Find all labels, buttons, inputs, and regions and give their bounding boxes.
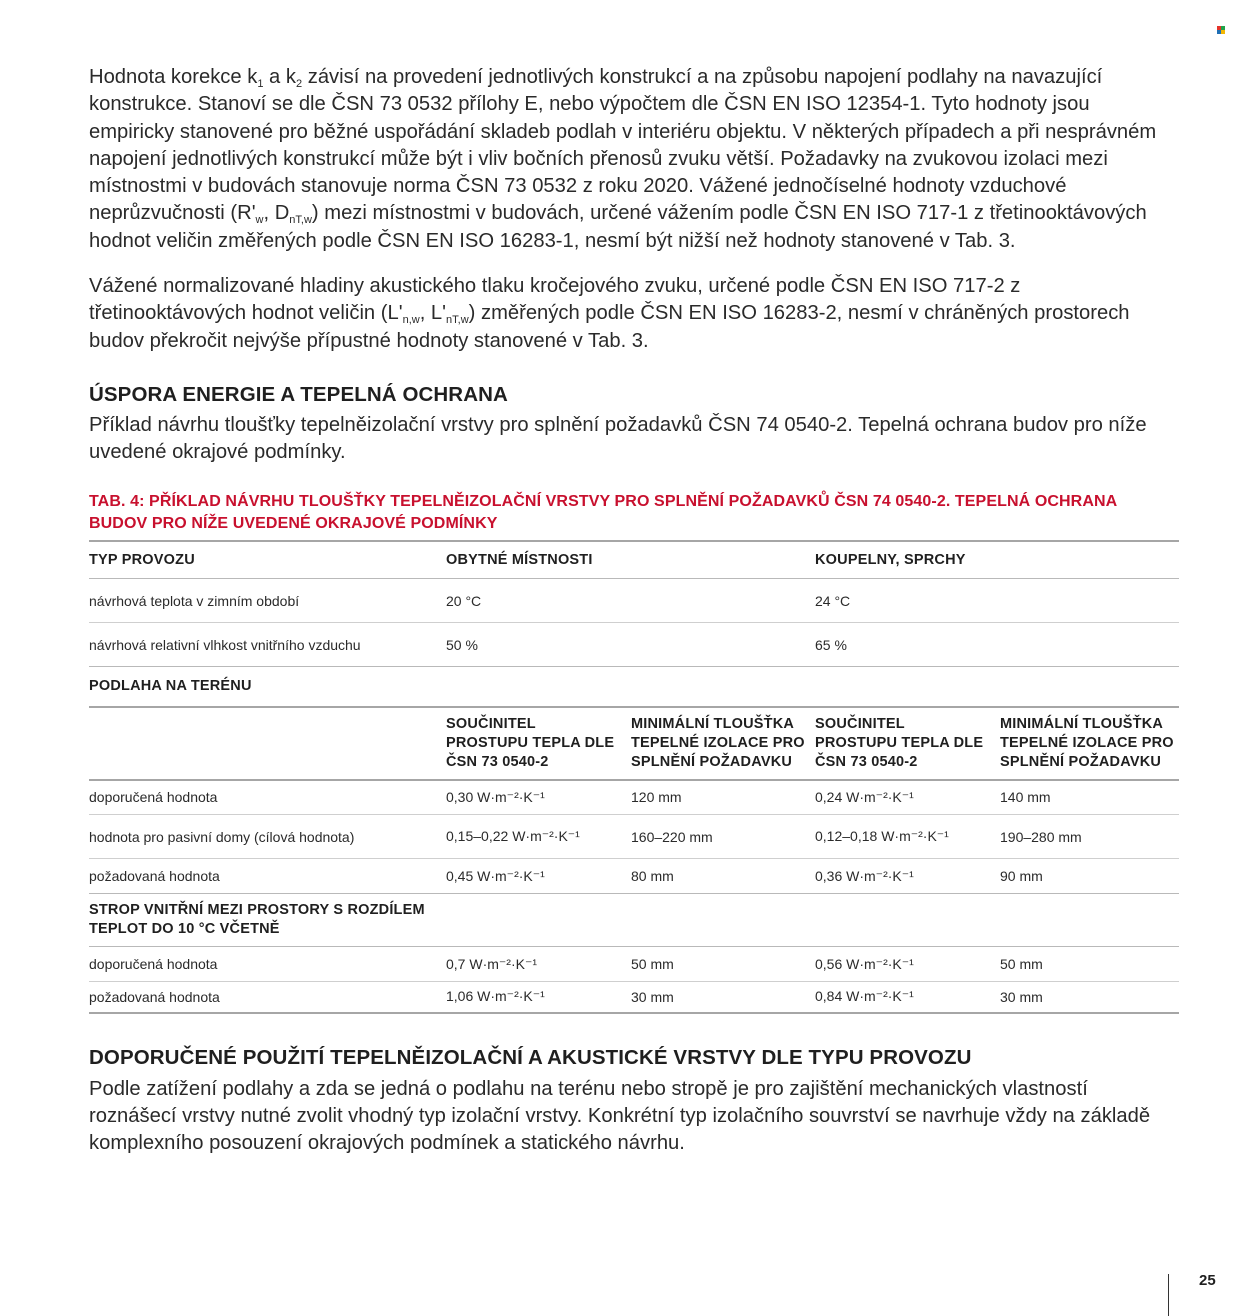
cell-thickness: 190–280 mm: [1000, 815, 1179, 859]
row-label: hodnota pro pasivní domy (cílová hodnota): [89, 815, 446, 859]
page-number-divider: [1168, 1274, 1169, 1316]
table-header-row: [89, 541, 1179, 579]
section-ceiling-title: STROP VNITŘNÍ MEZI PROSTORY S ROZDÍLEM TEPLOT DO 10 °C VČETNĚ: [89, 894, 446, 947]
cell-value: 24 °C: [815, 579, 1179, 623]
cell-u-value: 0,12–0,18 W·m⁻²·K⁻¹: [815, 815, 1000, 859]
table-row: [89, 579, 1179, 623]
subheader-coef: SOUČINITEL PROSTUPU TEPLA DLE ČSN 73 0540-2: [446, 707, 631, 780]
intro-paragraph-1: Hodnota korekce $k_1$ a $k_2$ závisí na provedení jednotlivých konstrukcí a na způsobu napojení podlahy na navazující konstrukce. Stanoví se dle ČSN 73 0532 přílohy E, nebo výpočtem dle ČSN EN ISO 12354-1. Tyto hodnoty jsou empiricky stanovené pro běžné uspořádání skladeb podlah v interiéru objektu. V některých případech a při nesprávném napojení jednotlivých konstrukcí může být i vliv bočních přenosů zvuku větší. Požadavky na zvukovou izolaci mezi místnostmi v budovách stanovuje norma ČSN 73 0532 z roku 2020. Vážené jednočíselné hodnoty vzduchové neprůzvučnosti ($R'_w$, $D_{nT,w}$) mezi místnostmi v budovách, určené vážením podle ČSN EN ISO 717-1 z třetinooktávových hodnot veličin změřených podle ČSN EN ISO 16283-1, nesmí být nižší než hodnoty stanovené v Tab. 3.: [89, 66, 1157, 252]
logo-mark-icon: [1217, 26, 1225, 34]
thermal-insulation-table: [89, 540, 1179, 1014]
table-caption: TAB. 4: PŘÍKLAD NÁVRHU TLOUŠŤKY TEPELNĚIZOLAČNÍ VRSTVY PRO SPLNĚNÍ POŽADAVKŮ ČSN 74 0540-2. TEPELNÁ OCHRANA BUDOV PRO NÍŽE UVEDENÉ OKRAJOVÉ PODMÍNKY: [89, 492, 1117, 532]
cell-u-value: 0,84 W·m⁻²·K⁻¹: [815, 982, 1000, 1013]
section-ceiling-row: [89, 894, 1179, 947]
cell-value: 20 °C: [446, 579, 815, 623]
table-row: [89, 623, 1179, 667]
row-label: doporučená hodnota: [89, 780, 446, 815]
cell-u-value: 0,24 W·m⁻²·K⁻¹: [815, 780, 1000, 815]
intro-paragraph-2: Vážené normalizované hladiny akustického tlaku kročejového zvuku, určené podle ČSN EN ISO 717-2 z třetinooktávových hodnot veličin ($L'_{n,w}$, $L'_{nT,w}$) změřených podle ČSN EN ISO 16283-2, nesmí v chráněných prostorech budov překročit nejvýše přípustné hodnoty stanovené v Tab. 3.: [89, 275, 1130, 352]
table-row: [89, 780, 1179, 815]
cell-thickness: 30 mm: [1000, 982, 1179, 1013]
page-content: [89, 64, 1179, 1157]
cell-thickness: 50 mm: [631, 947, 815, 982]
header-living: OBYTNÉ MÍSTNOSTI: [446, 541, 815, 579]
cell-value: 65 %: [815, 636, 847, 653]
recommend-heading: DOPORUČENÉ POUŽITÍ TEPELNĚIZOLAČNÍ A AKUSTICKÉ VRSTVY DLE TYPU PROVOZU: [89, 1045, 972, 1069]
recommend-paragraph: Podle zatížení podlahy a zda se jedná o podlahu na terénu nebo stropě je pro zajištění mechanických vlastností roznášecí vrstvy nutné zvolit vhodný typ izolační vrstvy. Konkrétní typ izolačního souvrství se navrhuje vždy na základě komplexního posouzení okrajových podmínek a statického návrhu.: [89, 1077, 1151, 1155]
cell-thickness: 50 mm: [1000, 947, 1179, 982]
subheader-coef: SOUČINITEL PROSTUPU TEPLA DLE ČSN 73 0540-2: [815, 707, 1000, 780]
table-row: [89, 859, 1179, 894]
row-label: doporučená hodnota: [89, 947, 446, 982]
row-label: návrhová teplota v zimním období: [89, 579, 446, 623]
cell-thickness: 30 mm: [631, 982, 815, 1013]
header-type: TYP PROVOZU: [89, 541, 446, 579]
cell-u-value: 1,06 W·m⁻²·K⁻¹: [446, 982, 631, 1013]
table-row: [89, 982, 1179, 1013]
subheader-row: [89, 707, 1179, 780]
subheader-thick: MINIMÁLNÍ TLOUŠŤKA TEPELNÉ IZOLACE PRO SPLNĚNÍ POŽADAVKU: [1000, 707, 1179, 780]
table-row: [89, 947, 1179, 982]
row-label: požadovaná hodnota: [89, 868, 220, 885]
table-row: [89, 815, 1179, 859]
cell-thickness: 160–220 mm: [631, 815, 815, 859]
section-floor-title: PODLAHA NA TERÉNU: [89, 667, 1179, 707]
cell-thickness: 140 mm: [1000, 780, 1179, 815]
cell-u-value: 0,15–0,22 W·m⁻²·K⁻¹: [446, 815, 631, 859]
row-label: požadovaná hodnota: [89, 982, 446, 1013]
cell-u-value: 0,45 W·m⁻²·K⁻¹: [446, 867, 545, 884]
cell-thickness: 90 mm: [1000, 868, 1043, 885]
energy-paragraph: Příklad návrhu tloušťky tepelněizolační vrstvy pro splnění požadavků ČSN 74 0540-2. Tepelná ochrana budov pro níže uvedené okrajové podmínky.: [89, 413, 1147, 464]
cell-thickness: 120 mm: [631, 780, 815, 815]
header-bath: KOUPELNY, SPRCHY: [815, 541, 1179, 579]
cell-u-value: 0,56 W·m⁻²·K⁻¹: [815, 947, 1000, 982]
subheader-thick: MINIMÁLNÍ TLOUŠŤKA TEPELNÉ IZOLACE PRO SPLNĚNÍ POŽADAVKU: [631, 707, 815, 780]
cell-u-value: 0,30 W·m⁻²·K⁻¹: [446, 780, 631, 815]
page-number: 25: [1199, 1272, 1216, 1289]
cell-thickness: 80 mm: [631, 868, 674, 885]
cell-u-value: 0,36 W·m⁻²·K⁻¹: [815, 867, 914, 884]
row-label: návrhová relativní vlhkost vnitřního vzduchu: [89, 636, 361, 653]
energy-heading: ÚSPORA ENERGIE A TEPELNÁ OCHRANA: [89, 382, 508, 406]
cell-u-value: 0,7 W·m⁻²·K⁻¹: [446, 947, 631, 982]
section-floor-row: [89, 667, 1179, 707]
cell-value: 50 %: [446, 636, 478, 653]
